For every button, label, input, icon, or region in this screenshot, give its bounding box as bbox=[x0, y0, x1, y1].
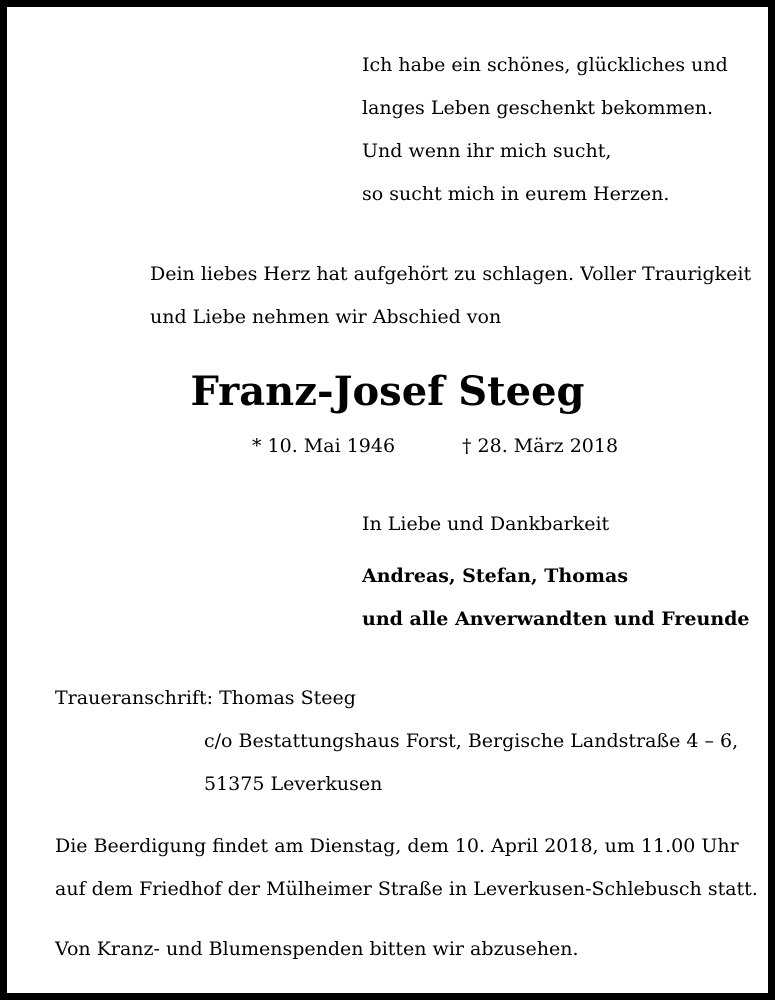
funeral-line-2: auf dem Friedhof der Mülheimer Straße in Leverkusen-Schlebusch statt. bbox=[55, 878, 758, 900]
poem-line-2: langes Leben geschenkt bekommen. bbox=[362, 97, 713, 119]
address-line-2: c/o Bestattungshaus Forst, Bergische Landstraße 4 – 6, bbox=[204, 730, 739, 752]
poem-line-4: so sucht mich in eurem Herzen. bbox=[362, 183, 670, 205]
intro-line-1: Dein liebes Herz hat aufgehört zu schlagen. Voller Traurigkeit bbox=[150, 263, 752, 285]
poem-line-1: Ich habe ein schönes, glückliches und bbox=[362, 54, 728, 76]
mourners-others: und alle Anverwandten und Freunde bbox=[362, 608, 750, 630]
poem-line-3: Und wenn ihr mich sucht, bbox=[362, 140, 612, 162]
mourners-names: Andreas, Stefan, Thomas bbox=[362, 565, 629, 587]
deceased-name: Franz-Josef Steeg bbox=[190, 368, 585, 415]
funeral-line-1: Die Beerdigung findet am Dienstag, dem 10. April 2018, um 11.00 Uhr bbox=[55, 835, 739, 857]
mourners-intro: In Liebe und Dankbarkeit bbox=[362, 513, 610, 535]
address-label: Traueranschrift: Thomas Steeg bbox=[55, 687, 356, 709]
closing-line: Von Kranz- und Blumenspenden bitten wir abzusehen. bbox=[55, 938, 579, 960]
birth-date: * 10. Mai 1946 bbox=[252, 435, 396, 457]
address-line-3: 51375 Leverkusen bbox=[204, 773, 383, 795]
death-date: † 28. März 2018 bbox=[462, 435, 619, 457]
intro-line-2: und Liebe nehmen wir Abschied von bbox=[150, 306, 502, 328]
